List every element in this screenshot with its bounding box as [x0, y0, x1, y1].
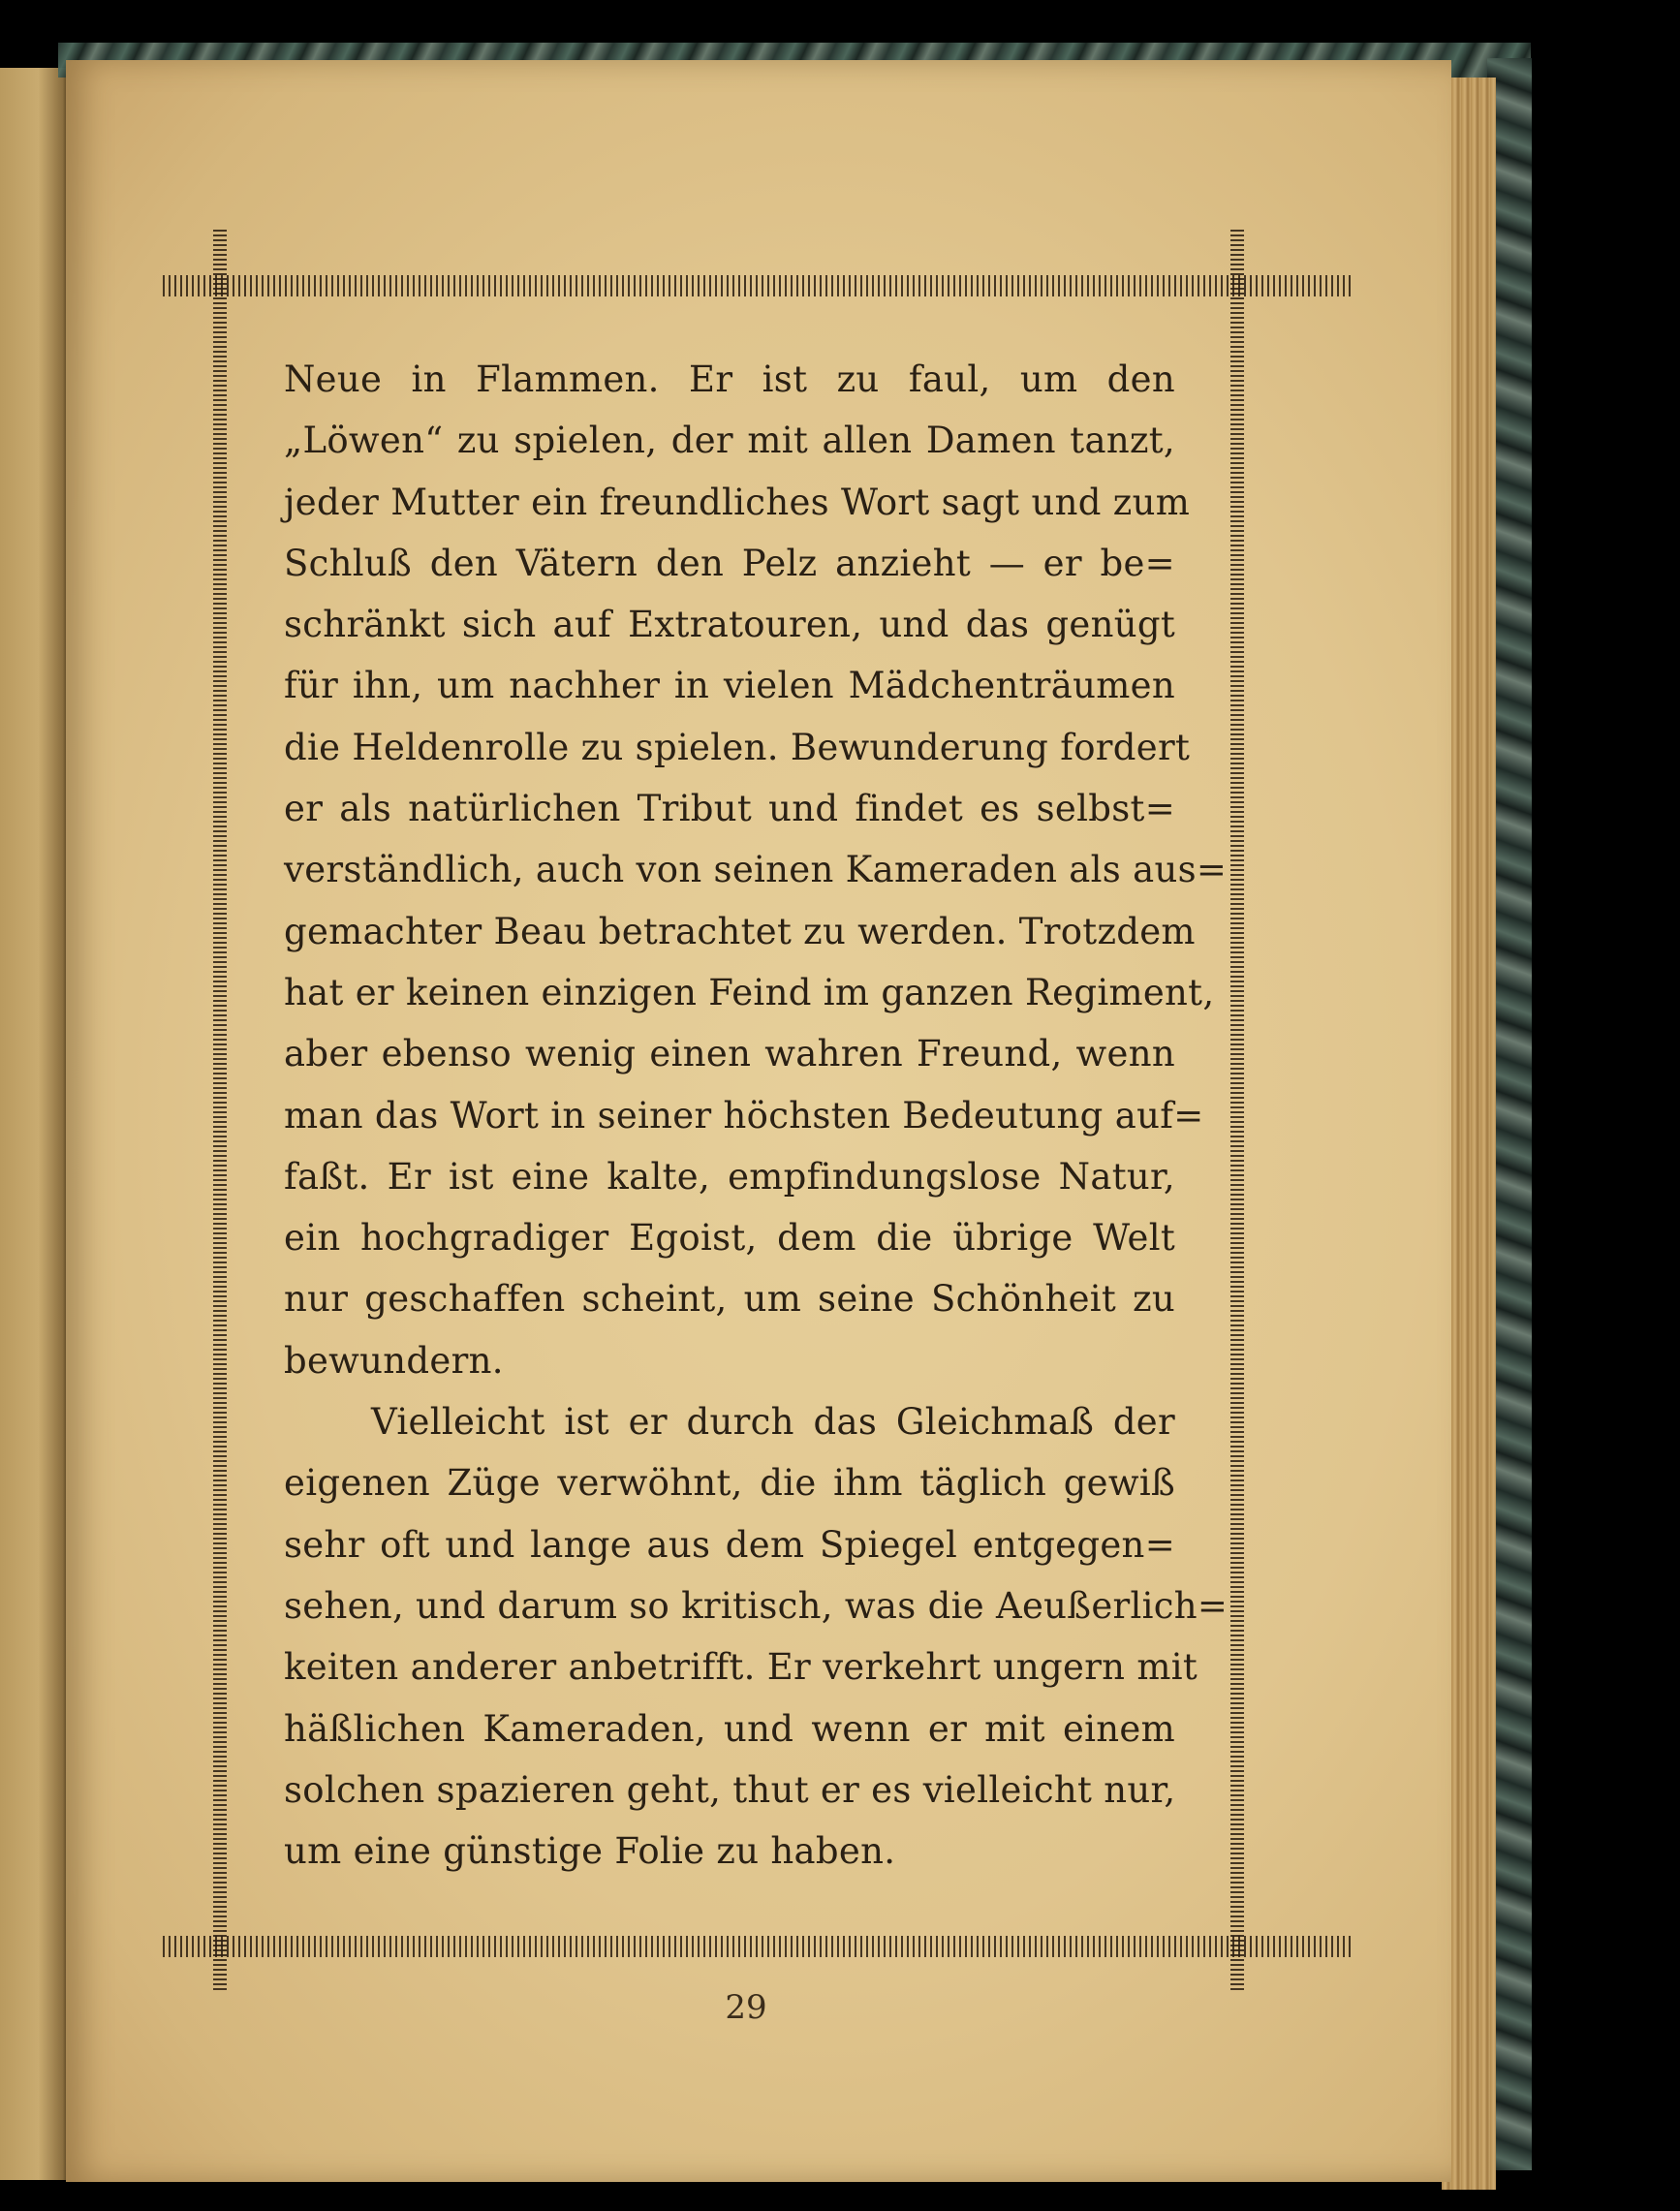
text-line: sehen, und darum so kritisch, was die Aeußerlich=: [284, 1584, 1229, 1627]
text-line: Vielleicht ist er durch das Gleichmaß der: [371, 1401, 1175, 1444]
previous-page-edge: [0, 68, 70, 2180]
text-line: schränkt sich auf Extratouren, und das genügt: [284, 604, 1175, 646]
text-line: solchen spazieren geht, thut er es vielleicht nur,: [284, 1768, 1176, 1811]
border-left: [213, 230, 227, 1993]
text-line: sehr oft und lange aus dem Spiegel entgegen=: [284, 1523, 1175, 1566]
text-line: hat er keinen einzigen Feind im ganzen Regiment,: [284, 971, 1215, 1013]
text-line: keiten anderer anbetrifft. Er verkehrt ungern mit: [284, 1646, 1198, 1689]
text-line: Schluß den Vätern den Pelz anzieht — er be=: [284, 542, 1175, 584]
text-line: jeder Mutter ein freundliches Wort sagt und zum: [284, 481, 1191, 523]
text-line: faßt. Er ist eine kalte, empfindungslose Natur,: [284, 1155, 1175, 1198]
text-line: eigenen Züge verwöhnt, die ihm täglich gewiß: [284, 1462, 1175, 1505]
border-right: [1230, 230, 1244, 1993]
text-line: „Löwen“ zu spielen, der mit allen Damen tanzt,: [284, 420, 1175, 462]
text-line: er als natürlichen Tribut und findet es selbst=: [284, 788, 1175, 830]
border-top: [163, 275, 1354, 296]
text-line: um eine günstige Folie zu haben.: [284, 1830, 896, 1873]
text-line: gemachter Beau betrachtet zu werden. Trotzdem: [284, 910, 1196, 952]
text-line: man das Wort in seiner höchsten Bedeutung auf=: [284, 1094, 1204, 1137]
text-line: Neue in Flammen. Er ist zu faul, um den: [284, 358, 1175, 400]
text-line: verständlich, auch von seinen Kameraden als aus=: [284, 849, 1228, 891]
text-line: ein hochgradiger Egoist, dem die übrige Welt: [284, 1217, 1175, 1260]
text-line: häßlichen Kameraden, und wenn er mit einem: [284, 1707, 1175, 1750]
text-line: nur geschaffen scheint, um seine Schönheit zu: [284, 1278, 1175, 1321]
text-line: die Heldenrolle zu spielen. Bewunderung fordert: [284, 726, 1191, 768]
text-line: bewundern.: [284, 1339, 504, 1382]
page-number: 29: [725, 1988, 767, 2027]
body-text: [284, 349, 1229, 1882]
text-line: für ihn, um nachher in vielen Mädchenträumen: [284, 665, 1175, 707]
border-bottom: [163, 1936, 1354, 1957]
text-line: aber ebenso wenig einen wahren Freund, wenn: [284, 1033, 1175, 1075]
